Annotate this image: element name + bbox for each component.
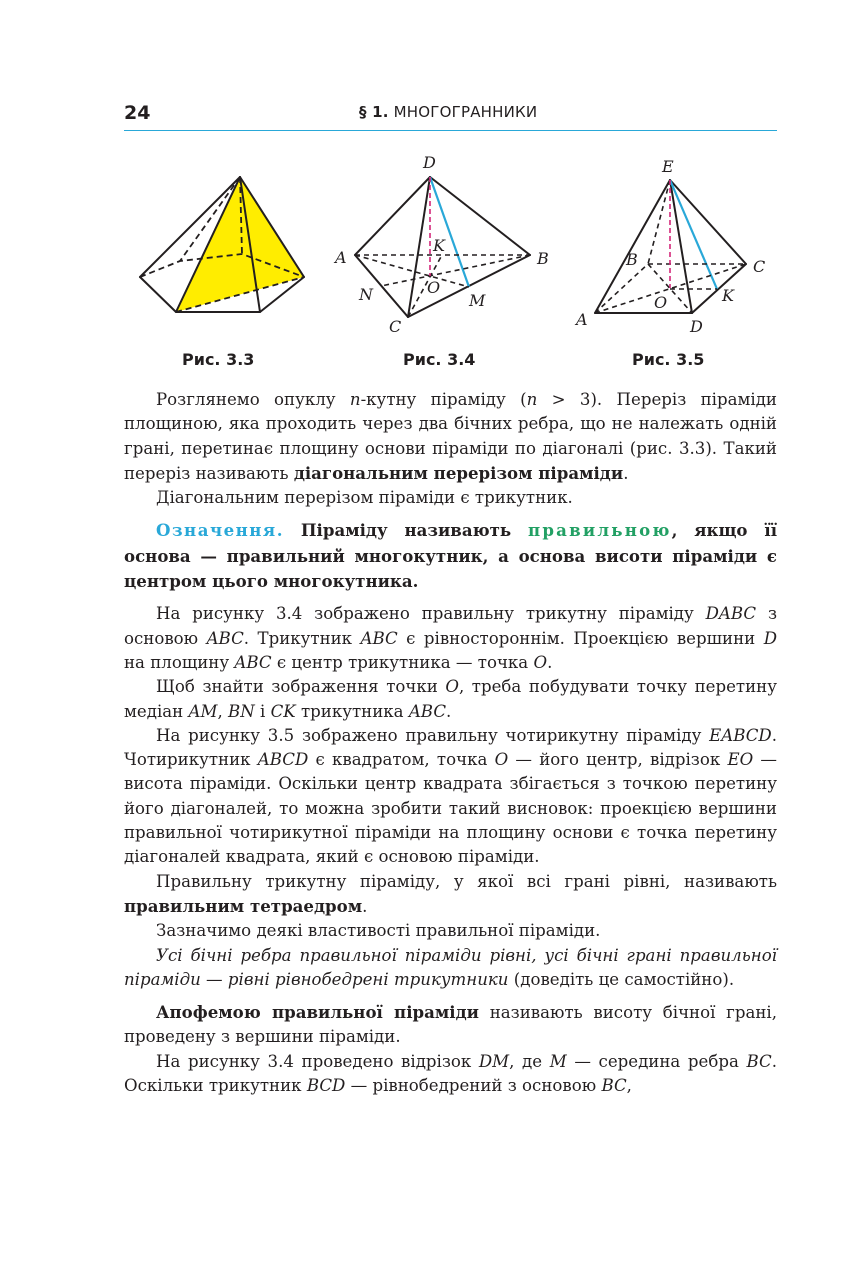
apothem-ek <box>670 180 717 289</box>
label-A: A <box>576 310 588 329</box>
label-M: M <box>469 291 486 310</box>
paragraph-1: Розглянемо опуклу n-кутну піраміду (n > 3). Переріз піраміди площиною, яка проходить через два бічних ребра, що не належать одній грані, перетинає площину основи піраміди по діагоналі (рис. 3.3). Такий переріз називають діагональним перерізом піраміди. <box>124 390 777 483</box>
page-number: 24 <box>124 102 151 124</box>
figure-3-4-pyramid <box>329 150 559 350</box>
figures-row <box>124 150 777 380</box>
paragraph-9: Апофемою правильної піраміди називають висоту бічної грані, проведену з вершини піраміди. <box>124 1002 777 1047</box>
label-D: D <box>690 317 703 336</box>
label-N: N <box>359 285 373 304</box>
page-header <box>124 100 777 131</box>
paragraph-4: Щоб знайти зображення точки O, треба побудувати точку перетину медіан AM, BN і CK трикутника ABC. <box>124 677 777 721</box>
label-O: O <box>654 293 668 312</box>
section-label: § 1. <box>359 103 389 121</box>
running-title <box>359 103 537 121</box>
paragraph-7: Зазначимо деякі властивості правильної піраміди. <box>156 921 601 941</box>
label-D: D <box>423 153 436 172</box>
label-E: E <box>662 157 674 176</box>
paragraph-5: На рисунку 3.5 зображено правильну чотирикутну піраміду EABCD. Чотирикутник ABCD є квадратом, точка O — його центр, відрізок EO — висота піраміди. Оскільки центр квадрата збігається з точкою перетину його діагоналей, то можна зробити такий висновок: проекцією вершини правильної чотирикутної піраміди на площину основи є точка перетину діагоналей квадрата, який є основою піраміди. <box>124 725 777 867</box>
body-text <box>124 388 777 1098</box>
figure-3-4-caption: Рис. 3.4 <box>403 350 476 369</box>
definition: Означення. Піраміду називають правильною, якщо її основа — правильний многокутник, а основа висоти піраміди є центром цього многокутника. <box>124 520 777 592</box>
paragraph-8: Усі бічні ребра правильної піраміди рівні, усі бічні грані правильної піраміди — рівні рівнобедрені трикутники (доведіть це самостійно). <box>124 945 777 989</box>
paragraph-3: На рисунку 3.4 зображено правильну трикутну піраміду DABC з основою ABC. Трикутник ABC є рівностороннім. Проекцією вершини D на площину ABC є центр трикутника — точка O. <box>124 604 778 672</box>
apothem-dm <box>430 177 469 287</box>
figure-3-5-caption: Рис. 3.5 <box>632 350 705 369</box>
paragraph-6: Правильну трикутну піраміду, у якої всі грані рівні, називають правильним тетраедром. <box>124 871 777 916</box>
figure-3-5-pyramid <box>572 150 777 350</box>
label-C: C <box>389 317 402 336</box>
label-K: K <box>433 236 445 255</box>
paragraph-2: Діагональним перерізом піраміди є трикутник. <box>156 488 573 508</box>
label-O: O <box>427 278 441 297</box>
label-C: C <box>753 257 766 276</box>
section-title: МНОГОГРАННИКИ <box>393 103 538 121</box>
label-K: K <box>722 286 734 305</box>
label-A: A <box>335 248 347 267</box>
label-B: B <box>537 249 549 268</box>
figure-3-3-pyramid <box>124 150 314 320</box>
label-B: B <box>626 250 638 269</box>
paragraph-10: На рисунку 3.4 проведено відрізок DM, де M — середина ребра BC. Оскільки трикутник BCD — рівнобедрений з основою BC, <box>124 1051 777 1096</box>
figure-3-3-caption: Рис. 3.3 <box>182 350 255 369</box>
